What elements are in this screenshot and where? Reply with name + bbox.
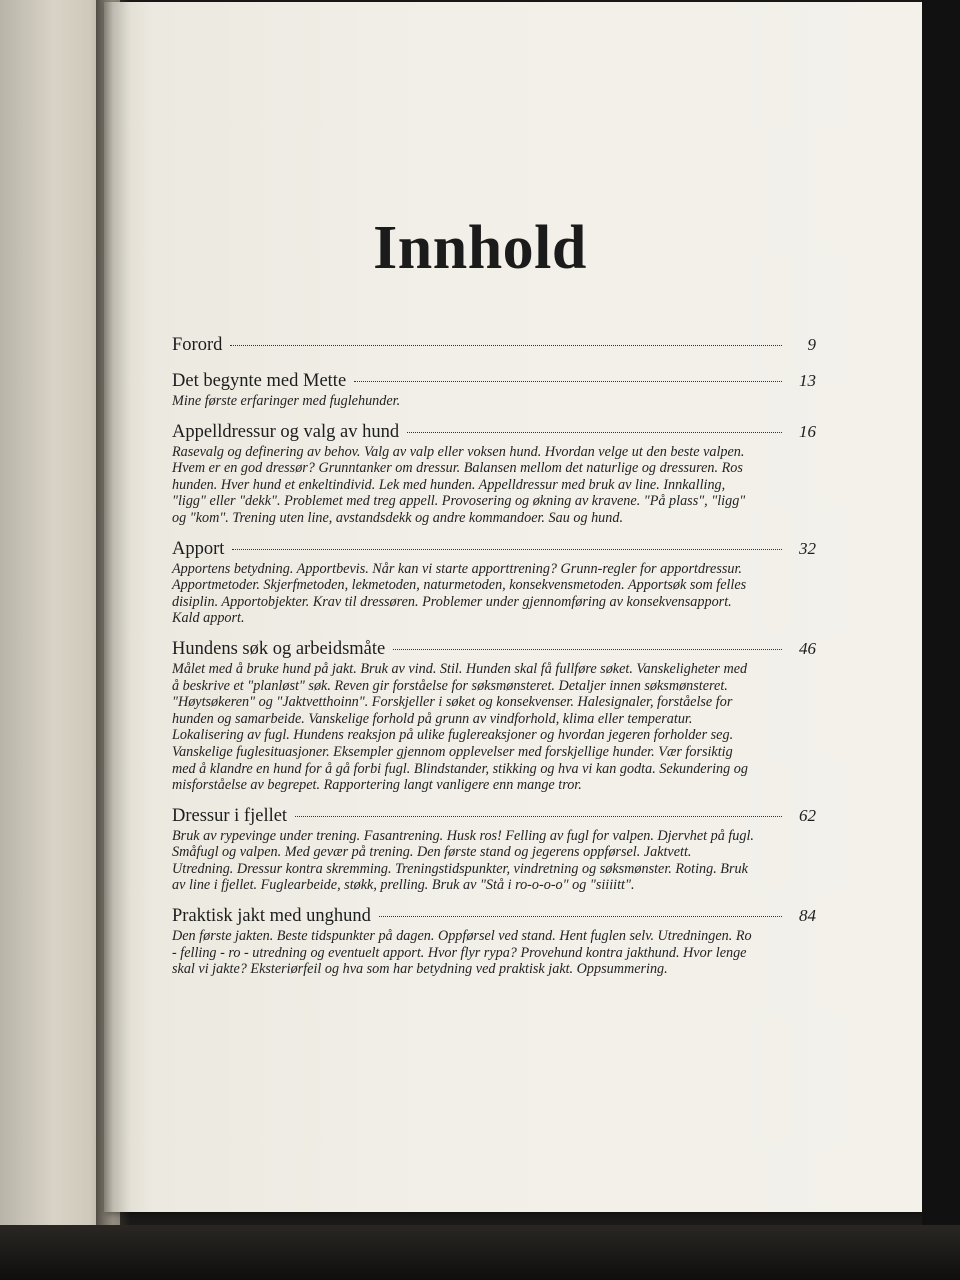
toc-page-number: 13 <box>799 371 816 390</box>
toc-entry-description: Rasevalg og definering av behov. Valg av valp eller voksen hund. Hvordan velge ut den beste valpen. Hvem er en god dressør? Grunntanker om dressur. Balansen mellom det naturlige og dressuren. Ros hunden. Hver hund et enkeltindivid. Lek med hunden. Appelldressur med bruk av line. Innkalling, "ligg" eller "dekk". Problemet med treg appell. Provosering og økning av kravene. "På plass", "ligg" og "kom". Trening uten line, avstandsdekk og andre kommandoer. Sau og hund. <box>172 443 746 526</box>
toc-entry <box>172 637 816 794</box>
dot-leader <box>295 816 782 817</box>
page-title: Innhold <box>373 214 587 282</box>
toc-entry-head <box>172 637 816 661</box>
toc-entry-title: Dressur i fjellet <box>172 805 288 826</box>
toc-entry-description: Apportens betydning. Apportbevis. Når kan vi starte apporttrening? Grunn-regler for apportdressur. Apportmetoder. Skjerfmetoden, lekmetoden, naturmetoden, konsekvensmetoden. Apportsøk som felles disiplin. Apportobjekter. Krav til dressøren. Problemer under gjennomføring av konsekvensapport. Kald apport. <box>172 560 747 627</box>
toc-entry-description: Den første jakten. Beste tidspunkter på dagen. Oppførsel ved stand. Hent fuglen selv. Utredningen. Ro - felling - ro - utredning og eventuelt apport. Hvor flyr rypa? Provehund kontra jakthund. Hvor lenge skal vi jakte? Eksteriørfeil og hva som har betydning ved praktisk jakt. Oppsummering. <box>172 928 752 978</box>
toc-entry-head <box>172 420 816 444</box>
toc-entry <box>172 369 816 410</box>
table-of-contents <box>172 333 816 988</box>
toc-page-number: 16 <box>799 421 816 441</box>
toc-entry-title: Hundens søk og arbeidsmåte <box>172 638 386 659</box>
table-surface <box>0 1225 960 1280</box>
toc-entry <box>172 333 816 357</box>
toc-entry <box>172 904 816 978</box>
toc-entry <box>172 537 816 627</box>
toc-page-number: 32 <box>799 538 816 558</box>
toc-entry-title: Appelldressur og valg av hund <box>172 421 400 442</box>
toc-entry-head <box>172 804 816 828</box>
dot-leader <box>230 345 782 346</box>
background-edge <box>922 0 960 1225</box>
toc-entry-head <box>172 333 816 357</box>
toc-entry-head <box>172 904 816 928</box>
toc-entry-title: Forord <box>172 335 223 355</box>
dot-leader <box>407 432 782 433</box>
toc-entry-description: Målet med å bruke hund på jakt. Bruk av vind. Stil. Hunden skal få fullføre søket. Vanskeligheter med å beskrive et "planløst" søk. Reven gir forståelse for søksmønsteret. Detaljer innen søksmønsteret. "Høytsøkeren" og "Jaktvetthoinn". Forskjeller i søket og konsekvenser. Halesignaler, forståelse for hunden og samarbeide. Vanskelige forhold på grunn av vindforhold, klima eller temperatur. Lokalisering av fugl. Hundens reaksjon på ulike fuglereaksjoner og hvordan jegeren forholder seg. Vanskelige fuglesituasjoner. Eksempler gjennom opplevelser med forskjellige hunder. Vær forsiktig med å klandre en hund for å gå forbi fugl. Blindstander, stikking og hva vi kan godta. Sekundering og misforståelse av begrepet. Rapportering langt vanligere enn mange tror. <box>172 660 748 794</box>
toc-entry-title: Apport <box>172 538 225 559</box>
toc-entry-description: Bruk av rypevinge under trening. Fasantrening. Husk ros! Felling av fugl for valpen. Djervhet på fugl. Småfugl og valpen. Med gevær på trening. Den første stand og jegerens oppførsel. Jaktvett. Utredning. Dressur kontra skremming. Treningstidspunkter, vindretning og søksmønster. Roting. Bruk av line i fjellet. Fuglearbeide, støkk, prelling. Bruk av "Stå i ro-o-o-o" og "siiiitt". <box>172 827 754 894</box>
toc-entry-description: Mine første erfaringer med fuglehunder. <box>172 393 401 409</box>
dot-leader <box>379 916 782 917</box>
toc-page-number: 84 <box>799 906 816 926</box>
toc-entry-title: Praktisk jakt med unghund <box>172 906 371 927</box>
toc-page-number: 9 <box>807 335 816 354</box>
book-gutter <box>96 0 130 1240</box>
toc-entry-title: Det begynte med Mette <box>172 371 347 391</box>
dot-leader <box>354 381 782 382</box>
toc-entry <box>172 804 816 894</box>
toc-entry-head <box>172 537 816 561</box>
dot-leader <box>232 549 782 550</box>
dot-leader <box>393 649 782 650</box>
toc-page-number: 62 <box>799 805 816 825</box>
toc-entry <box>172 420 816 527</box>
toc-page-number: 46 <box>799 638 816 658</box>
toc-entry-head <box>172 369 816 393</box>
